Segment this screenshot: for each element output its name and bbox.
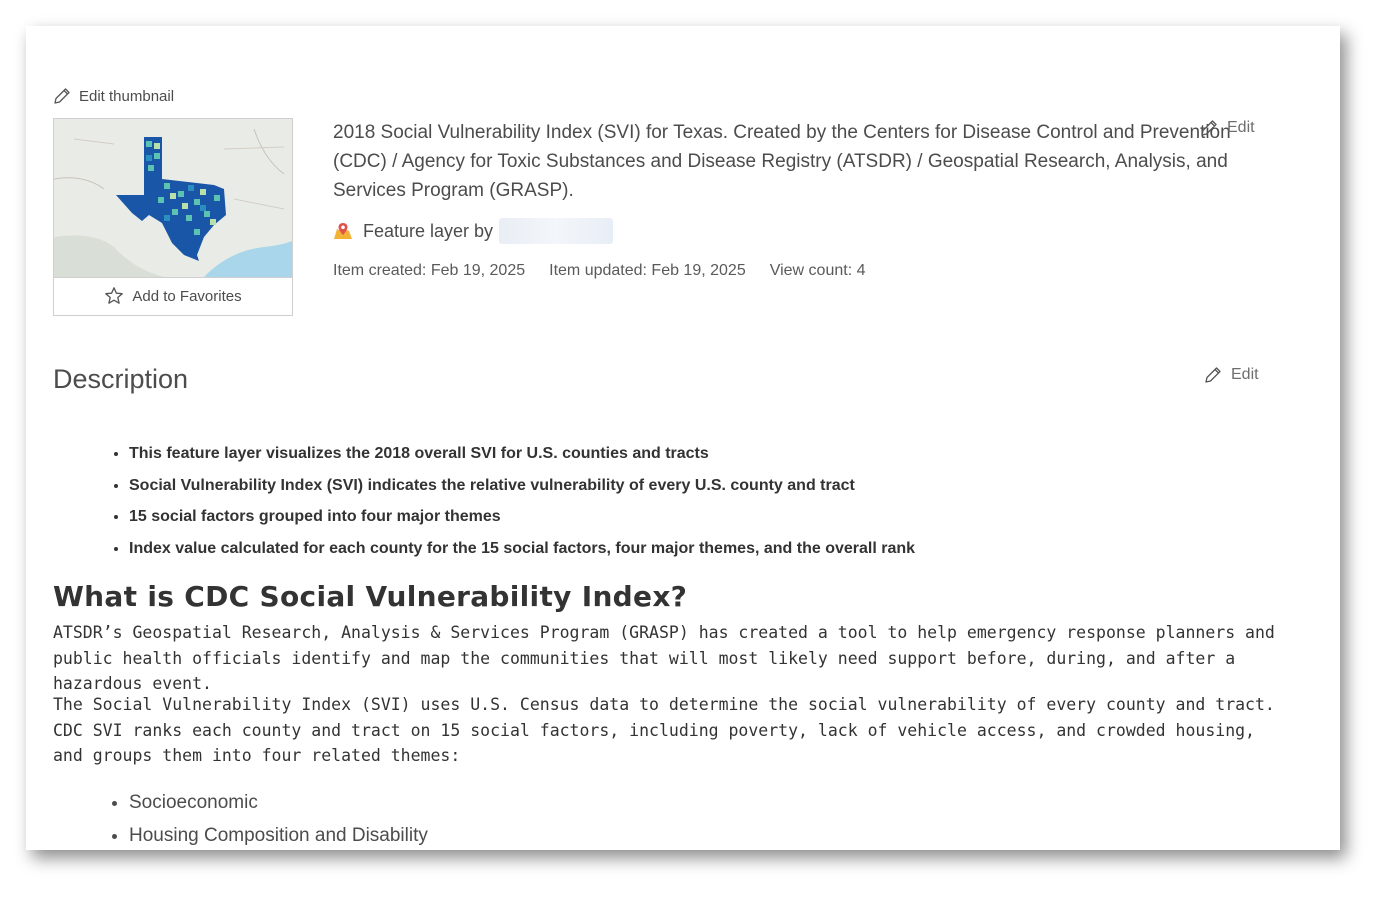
pencil-icon <box>1199 118 1219 138</box>
item-updated: Item updated: Feb 19, 2025 <box>549 262 746 279</box>
paragraph-grasp: ATSDR’s Geospatial Research, Analysis & Services Program (GRASP) has created a tool to help emergency response planners and public health officials identify and map the communities that will most likely need support before, during, and after a hazardous event. <box>53 623 1275 693</box>
edit-description-label: Edit <box>1231 366 1259 383</box>
edit-summary-label: Edit <box>1227 119 1255 136</box>
list-item: • Housing Composition and Disability <box>129 819 428 850</box>
edit-description-button[interactable] <box>1203 365 1259 385</box>
owner-name-redacted[interactable] <box>499 218 613 244</box>
thumbnail-card <box>53 118 293 316</box>
texas-map-graphic <box>54 119 292 277</box>
description-bullets <box>104 438 915 564</box>
svi-subheading: What is CDC Social Vulnerability Index? <box>53 580 688 613</box>
edit-summary-button[interactable] <box>1199 118 1255 138</box>
list-item: • This feature layer visualizes the 2018 overall SVI for U.S. counties and tracts <box>129 438 915 470</box>
item-summary: 2018 Social Vulnerability Index (SVI) for Texas. Created by the Centers for Disease Control and Prevention (CDC) / Agency for Toxic Substances and Disease Registry (ATSDR) / Geospatial Research, Analysis, and Services Program (GRASP). <box>333 122 1231 201</box>
edit-thumbnail-label: Edit thumbnail <box>79 87 175 105</box>
pencil-icon <box>52 86 72 106</box>
list-item: • 15 social factors grouped into four major themes <box>129 501 915 533</box>
star-icon <box>104 286 124 306</box>
add-to-favorites-label: Add to Favorites <box>132 287 242 305</box>
pencil-icon <box>1203 365 1223 385</box>
thumbnail-map-image <box>54 119 292 278</box>
item-owner-row <box>333 218 613 244</box>
item-details-panel <box>26 26 1340 850</box>
item-meta-row <box>333 262 865 280</box>
list-item: • Socioeconomic <box>129 786 428 819</box>
list-item: • Social Vulnerability Index (SVI) indicates the relative vulnerability of every U.S. county and tract <box>129 470 915 502</box>
item-created: Item created: Feb 19, 2025 <box>333 262 526 279</box>
edit-thumbnail-button[interactable] <box>52 86 174 106</box>
owner-prefix: Feature layer by <box>363 220 494 241</box>
themes-list <box>104 786 428 850</box>
list-item: • Index value calculated for each county for the 15 social factors, four major themes, and the overall rank <box>129 533 915 565</box>
feature-layer-icon <box>333 221 353 241</box>
view-count: View count: 4 <box>769 262 866 279</box>
add-to-favorites-button[interactable] <box>54 277 292 315</box>
paragraph-svi: The Social Vulnerability Index (SVI) uses U.S. Census data to determine the social vulnerability of every county and tract. CDC SVI ranks each county and tract on 15 social factors, including poverty, lack of vehicle access, and crowded housing, and groups them into four related themes: <box>53 695 1275 765</box>
description-heading: Description <box>53 364 189 394</box>
